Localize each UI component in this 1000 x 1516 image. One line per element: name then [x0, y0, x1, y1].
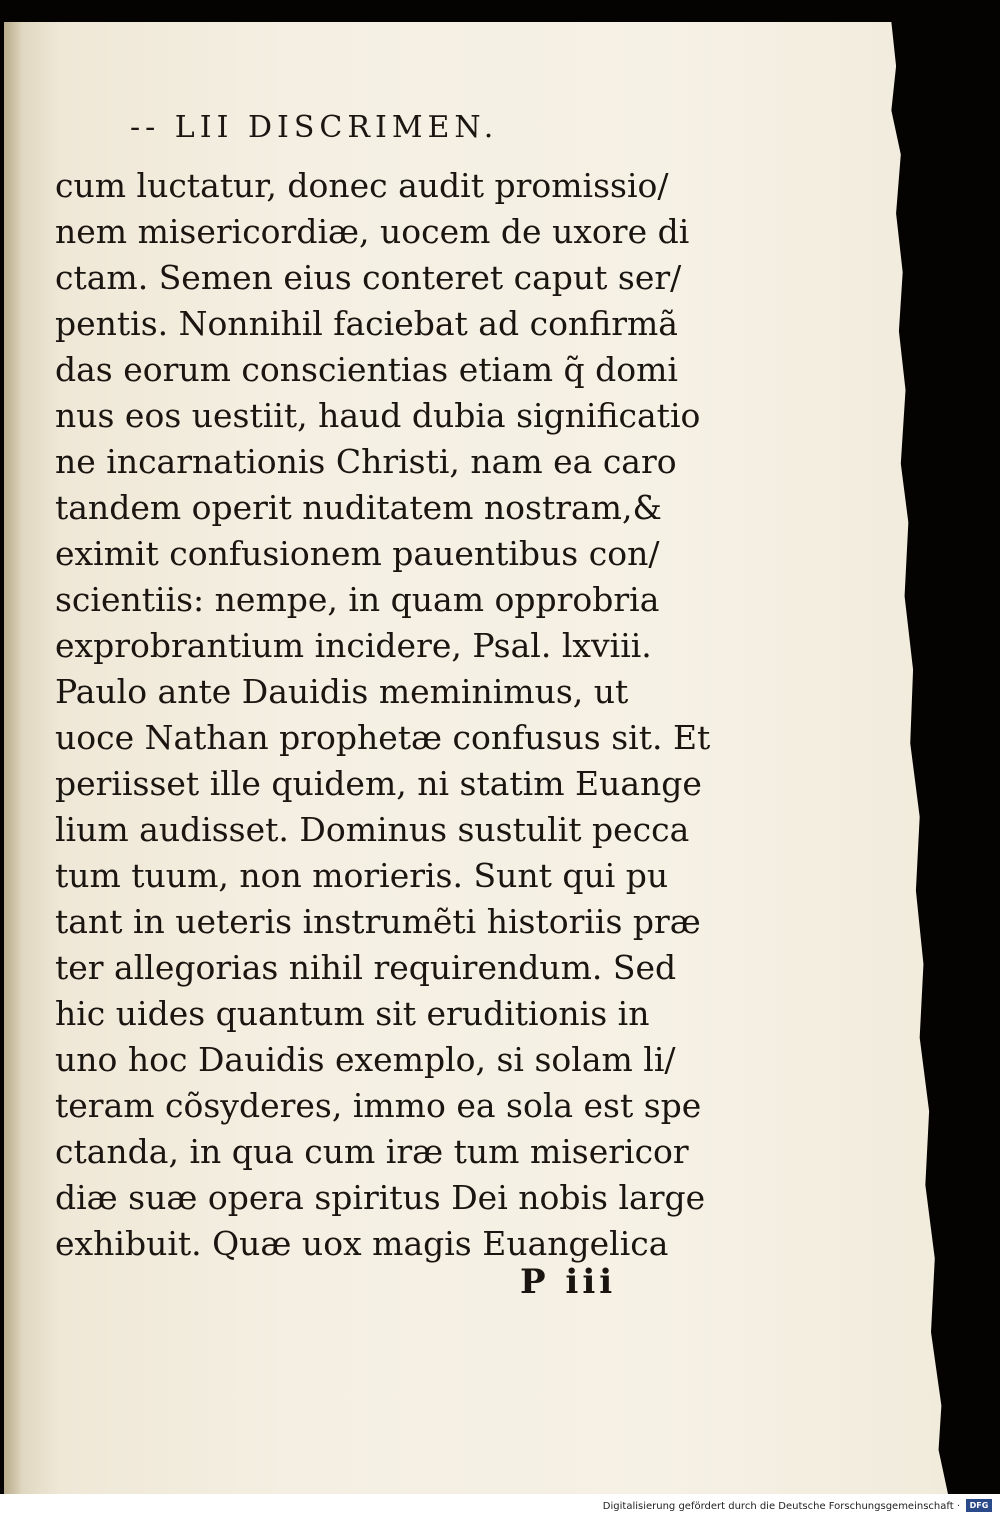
text-line: exprobrantium incidere, Psal. lxviii. — [55, 626, 652, 665]
text-line: teram cõsyderes, immo ea sola est spe — [55, 1086, 702, 1125]
text-line: tandem operit nuditatem nostram,& — [55, 488, 662, 527]
signature-mark: P iii — [520, 1262, 617, 1302]
text-line: das eorum conscientias etiam q̃ domi — [55, 350, 678, 389]
text-line: Paulo ante Dauidis meminimus, ut — [55, 672, 629, 711]
text-line: tum tuum, non morieris. Sunt qui pu — [55, 856, 669, 895]
text-line: ctanda, in qua cum iræ tum misericor — [55, 1132, 689, 1171]
text-line: cum luctatur, donec audit promissio/ — [55, 166, 669, 205]
body-text — [55, 163, 711, 1267]
dfg-logo-icon: DFG — [966, 1499, 992, 1512]
text-line: periisset ille quidem, ni statim Euange — [55, 764, 702, 803]
text-line: ne incarnationis Christi, nam ea caro — [55, 442, 677, 481]
text-line: uno hoc Dauidis exemplo, si solam li/ — [55, 1040, 676, 1079]
text-line: ter allegorias nihil requirendum. Sed — [55, 948, 677, 987]
funding-note: Digitalisierung gefördert durch die Deutsche Forschungsgemeinschaft · — [602, 1501, 960, 1512]
page-gutter-shadow — [4, 22, 22, 1494]
text-line: lium audisset. Dominus sustulit pecca — [55, 810, 690, 849]
text-line: nus eos uestiit, haud dubia significatio — [55, 396, 701, 435]
text-line: pentis. Nonnihil faciebat ad confirmã — [55, 304, 678, 343]
footer-bar — [0, 1494, 1000, 1516]
text-line: ctam. Semen eius conteret caput ser/ — [55, 258, 682, 297]
text-line: nem misericordiæ, uocem de uxore di — [55, 212, 690, 251]
text-line: uoce Nathan prophetæ confusus sit. Et — [55, 718, 711, 757]
text-line: hic uides quantum sit eruditionis in — [55, 994, 650, 1033]
text-line: tant in ueteris instrumẽti historiis præ — [55, 902, 701, 941]
text-line: diæ suæ opera spiritus Dei nobis large — [55, 1178, 706, 1217]
text-line: scientiis: nempe, in quam opprobria — [55, 580, 660, 619]
running-header: -- LII DISCRIMEN. — [130, 110, 499, 145]
text-line: eximit confusionem pauentibus con/ — [55, 534, 660, 573]
text-line: exhibuit. Quæ uox magis Euangelica — [55, 1224, 669, 1263]
